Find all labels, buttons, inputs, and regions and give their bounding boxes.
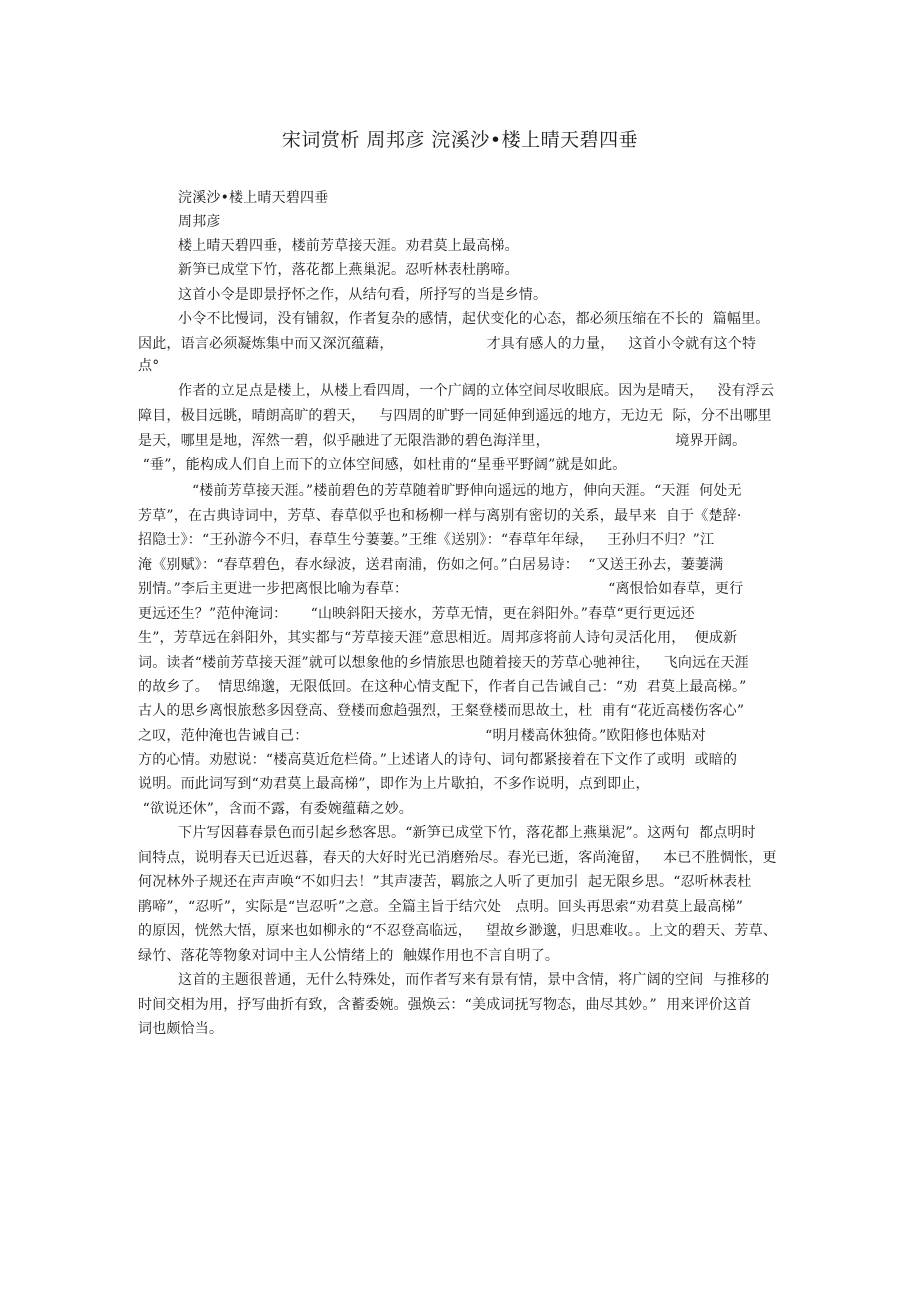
body-line: 何况林外子规还在声声唤“不如归去！”其声凄苦，羁旅之人听了更加引 起无限乡思。“忍听林表杜 <box>138 874 752 890</box>
document-title: 宋词赏析 周邦彦 浣溪沙•楼上晴天碧四垂 <box>281 129 639 151</box>
body-line: 间特点，说明春天已近迟暮，春天的大好时光已消磨殆尽。春光已逝，客尚淹留， 本已不胜惆怅，更 <box>138 850 777 866</box>
body-line: 方的心情。劝慰说：“楼高莫近危栏倚。”上述诸人的诗句、词句都紧接着在下文作了或明 或暗的 <box>138 752 738 768</box>
body-line: 绿竹、落花等物象对词中主人公情绪上的 触媒作用也不言自明了。 <box>138 948 560 964</box>
body-line: 别情。”李后主更进一步把离恨比喻为春草： “离恨恰如春草，更行 <box>138 581 744 597</box>
body-line: 点° <box>138 358 160 374</box>
body-line: 作者的立足点是楼上，从楼上看四周，一个广阔的立体空间尽收眼底。因为是晴天， 没有浮云 <box>178 383 775 399</box>
body-line: 这首的主题很普通，无什么特殊处，而作者写来有景有情，景中含情，将广阔的空间 与推移的 <box>178 972 770 988</box>
body-line: “垂”，能构成人们自上而下的立体空间感，如杜甫的“星垂平野阔”就是如此。 <box>138 457 627 473</box>
body-line: 下片写因暮春景色而引起乡愁客思。“新笋已成堂下竹，落花都上燕巢泥”。这两句 都点明时 <box>178 825 756 841</box>
body-line: 说明。而此词写到“劝君莫上最高梯”，即作为上片歇拍，不多作说明，点到即止， <box>138 776 650 792</box>
body-line: 芳草”，在古典诗词中，芳草、春草似乎也和杨柳一样与离别有密切的关系，最早来 自于《楚辞· <box>138 508 742 524</box>
body-line: 时间交相为用，抒写曲折有致，含蓄委婉。强焕云：“美成词抚写物态，曲尽其妙。” 用来评价这首 <box>138 997 752 1013</box>
body-line: 鹃啼”，“忍听”，实际是“岂忍听”之意。全篇主旨于结穴处 点明。回头再思索“劝君莫上最高梯” <box>138 899 744 915</box>
body-line: 招隐士》：“王孙游今不归，春草生兮萋萋。”王维《送别》：“春草年年绿， 王孙归不归？”江 <box>138 532 715 548</box>
poem-author: 周邦彦 <box>178 214 221 230</box>
body-line: 小令不比慢词，没有铺叙，作者复杂的感情，起伏变化的心态，都必须压缩在不长的 篇幅里。 <box>178 311 770 327</box>
body-line: “楼前芳草接天涯。”楼前碧色的芳草随着旷野伸向遥远的地方，伸向天涯。“天涯 何处无 <box>178 483 742 499</box>
poem-line-2: 新笋已成堂下竹，落花都上燕巢泥。忍听林表杜鹃啼。 <box>178 262 519 278</box>
poem-title: 浣溪沙•楼上晴天碧四垂 <box>178 190 329 206</box>
body-line: 古人的思乡离恨旅愁多因登高、登楼而愈趋强烈，王粲登楼而思故土，杜 甫有“花近高楼伤客心” <box>138 703 745 719</box>
body-line: 是天，哪里是地，浑然一碧，似乎融进了无限浩渺的碧色海洋里， 境界开阔。 <box>138 433 747 449</box>
body-line: 更远还生？”范仲淹词： “山映斜阳天接水，芳草无情，更在斜阳外。”春草“更行更远还 <box>138 606 695 622</box>
body-line: 的原因，恍然大悟，原来也如柳永的“不忍登高临远， 望故乡渺邈，归思难收。。上文的碧天、芳草、 <box>138 923 778 939</box>
intro-paragraph: 这首小令是即景抒怀之作，从结句看，所抒写的当是乡情。 <box>178 287 548 303</box>
body-line: 淹《别赋》：“春草碧色，春水绿波，送君南浦，伤如之何。”白居易诗： “又送王孙去，萋萋满 <box>138 557 724 573</box>
body-line: 生”，芳草远在斜阳外，其实都与“芳草接天涯”意思相近。周邦彦将前人诗句灵活化用， 便成新 <box>138 630 738 646</box>
poem-line-1: 楼上晴天碧四垂，楼前芳草接天涯。劝君莫上最高梯。 <box>178 238 519 254</box>
body-line: 之叹，范仲淹也告诫自己： “明月楼高休独倚。”欧阳修也体贴对 <box>138 728 706 744</box>
body-line: 障目，极目远眺，晴朗高旷的碧天， 与四周的旷野一同延伸到遥远的地方，无边无 际，分不出哪里 <box>138 408 772 424</box>
body-line: “欲说还休”，含而不露，有委婉蕴藉之妙。 <box>138 801 413 817</box>
body-line: 的故乡了。 情思绵邈，无限低回。在这种心情支配下，作者自己告诫自己：“劝 君莫上最高梯。” <box>138 679 747 695</box>
body-line: 词。读者“楼前芳草接天涯”就可以想象他的乡情旅思也随着接天的芳草心驰神往， 飞向远在天涯 <box>138 655 749 671</box>
body-line: 词也颇恰当。 <box>138 1021 224 1037</box>
body-line: 因此，语言必须凝炼集中而又深沉蕴藉， 才具有感人的力量， 这首小令就有这个特 <box>138 336 757 352</box>
